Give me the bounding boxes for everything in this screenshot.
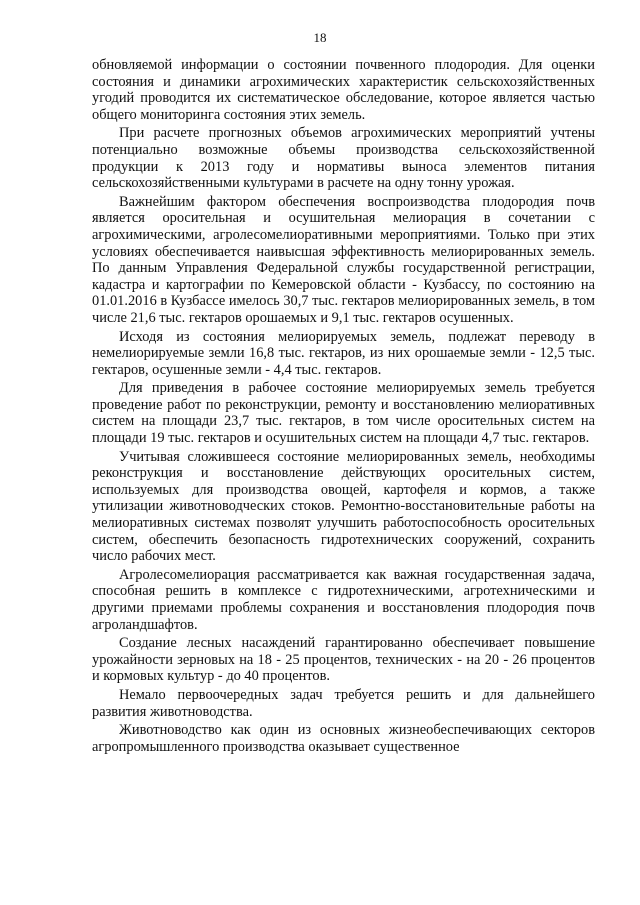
paragraph-irrigation-restoration: Учитывая сложившееся состояние мелиорированных земель, необходимы реконструкция и восстановление действующих оросительных систем, используемых для производства овощей, картофеля и кормов, а также утилизации животноводческих стоков. Ремонтно-восстановительные работы на мелиоративных системах позволят улучшить работоспособность оросительных систем, обеспечить безопасность гидротехнических сооружений, сохранить число рабочих мест. [92, 448, 595, 565]
paragraph-agrochemical-forecast: При расчете прогнозных объемов агрохимических мероприятий учтены потенциально возможные объемы производства сельскохозяйственной продукции к 2013 году и нормативы выноса элементов питания сельскохозяйственными культурами в расчете на одну тонну урожая. [92, 125, 595, 192]
paragraph-soil-monitoring: обновляемой информации о состоянии почвенного плодородия. Для оценки состояния и динамики агрохимических характеристик сельскохозяйственных угодий проводится их систематическое обследование, которое является частью общего мониторинга состояния этих земель. [92, 57, 595, 123]
paragraph-livestock-tasks: Немало первоочередных задач требуется решить и для дальнейшего развития животноводства. [92, 686, 595, 720]
paragraph-agroforestry: Агролесомелиорация рассматривается как важная государственная задача, способная решить в комплексе с гидротехническими, агротехническими и другими приемами проблемы сохранения и восстановления плодородия почв агроландшафтов. [92, 566, 595, 633]
paragraph-reclamation-repair: Для приведения в рабочее состояние мелиорируемых земель требуется проведение работ по реконструкции, ремонту и восстановлению мелиоративных систем на площади 23,7 тыс. гектаров, в том числе оросительных систем на площади 19 тыс. гектаров и осушительных систем на площади 4,7 тыс. гектаров. [92, 380, 595, 447]
paragraph-forest-plantings: Создание лесных насаждений гарантированно обеспечивает повышение урожайности зерновых на 18 - 25 процентов, технических - на 20 - 26 процентов и кормовых культур - до 40 процентов. [92, 635, 595, 685]
paragraph-livestock-sector: Животноводство как один из основных жизнеобеспечивающих секторов агропромышленного производства оказывает существенное [92, 722, 595, 755]
page-number: 18 [313, 30, 327, 45]
paragraph-land-conversion: Исходя из состояния мелиорируемых земель, подлежат переводу в немелиорируемые земли 16,8 тыс. гектаров, из них орошаемые земли - 12,5 тыс. гектаров, осушенные земли - 4,4 тыс. гектаров. [92, 328, 595, 378]
paragraph-land-reclamation: Важнейшим фактором обеспечения воспроизводства плодородия почв является оросительная и осушительная мелиорация в сочетании с агрохимическими, агролесомелиоративными мероприятиями. Только при этих условиях обеспечивается наивысшая эффективность мелиорированных земель. По данным Управления Федеральной службы государственной регистрации, кадастра и картографии по Кемеровской области - Кузбассу, по состоянию на 01.01.2016 в Кузбассе имелось 30,7 тыс. гектаров мелиорированных земель, в том числе 21,6 тыс. гектаров орошаемых и 9,1 тыс. гектаров осушенных. [92, 193, 595, 326]
body-text [92, 57, 595, 757]
